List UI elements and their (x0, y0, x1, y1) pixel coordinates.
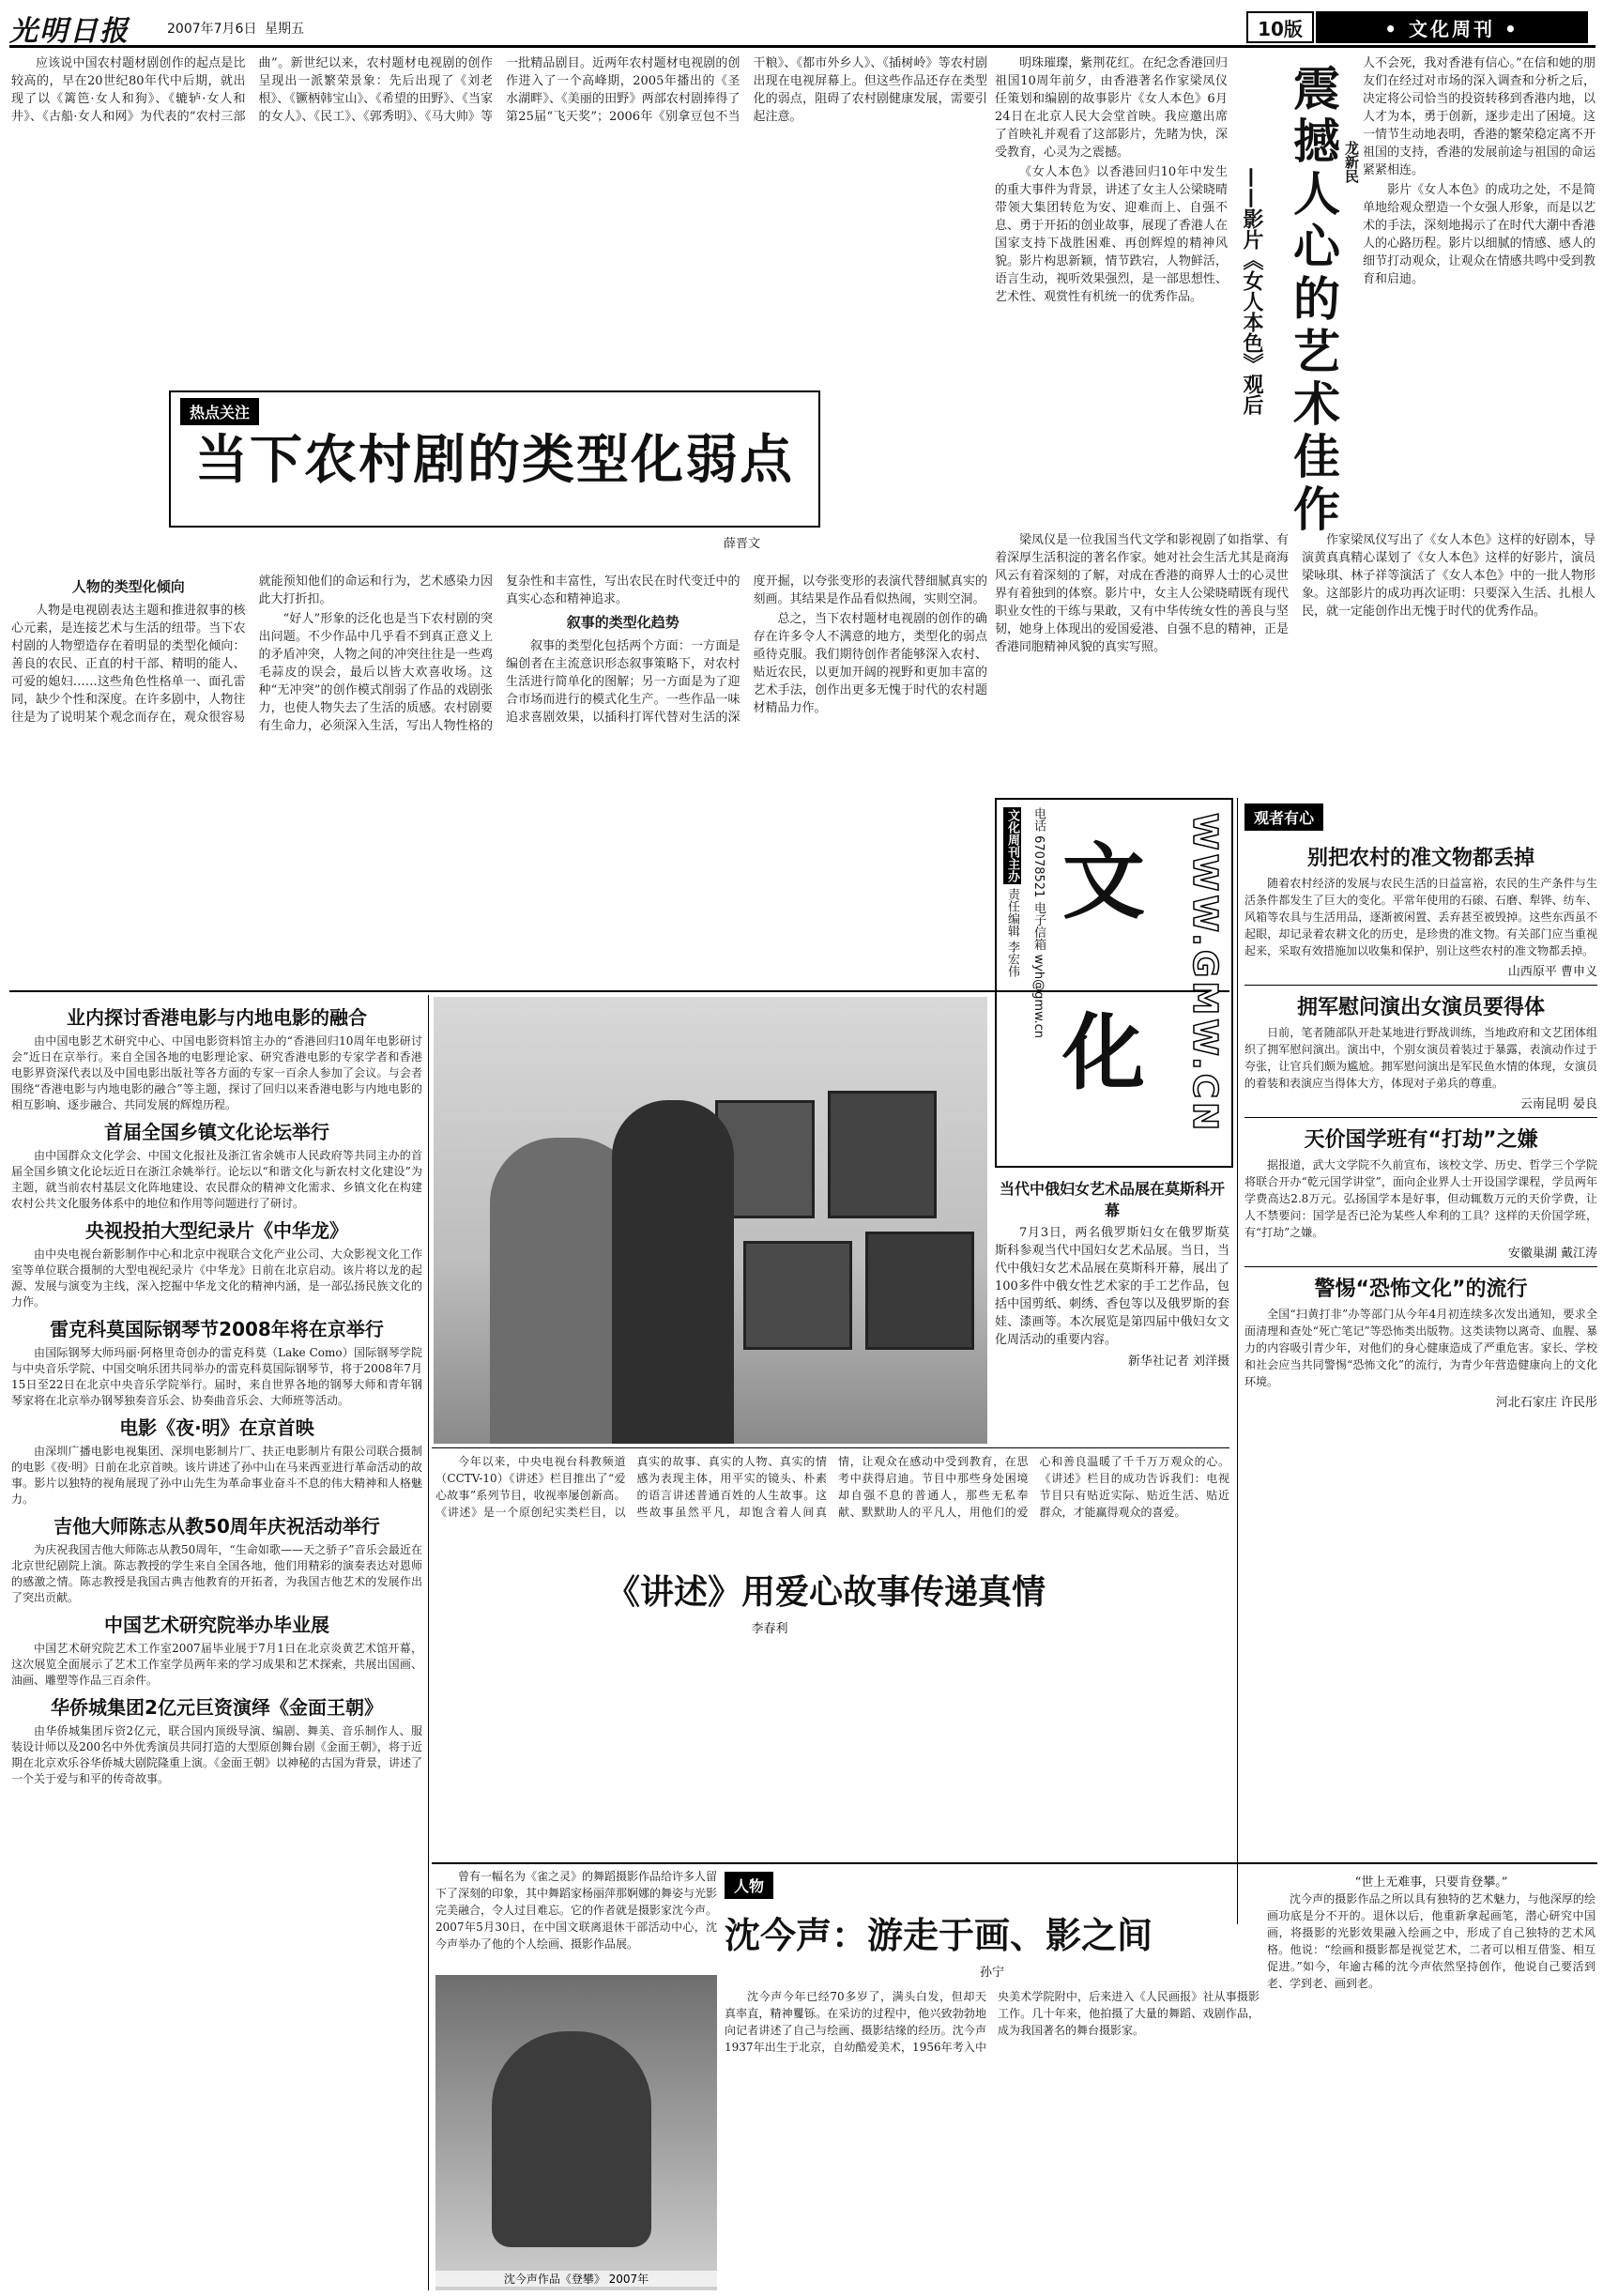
artwork-frame-3 (743, 1241, 852, 1350)
masthead-rule (9, 45, 1595, 48)
profile-col-1 (435, 1868, 717, 1971)
visitor-figure-2 (612, 1100, 734, 1444)
feature-tag: 热点关注 (180, 398, 259, 425)
news-4-title: 雷克科莫国际钢琴节2008年将在京举行 (50, 1318, 384, 1340)
editorial-website: WWW.GMW.CN (1185, 813, 1224, 1135)
news-8-title: 华侨城集团2亿元巨资演绎《金面王朝》 (51, 1696, 383, 1719)
tv-author: 李春利 (751, 1622, 788, 1636)
news-3-title: 央视投拍大型纪录片《中华龙》 (85, 1219, 348, 1242)
review-col-1 (995, 54, 1228, 524)
editorial-big-char-2: 化 (1062, 1003, 1146, 1101)
editorial-box (995, 798, 1233, 1168)
issue-date: 2007年7月6日 (167, 22, 257, 37)
profile-quote: “世上无难事，只要肯登攀。” (1354, 1875, 1508, 1890)
feature-intro-text: 应该说中国农村题材剧创作的起点是比较高的，早在20世纪80年代中后期，就出现了以《篱笆·女人和狗》、《辘轳·女人和井》、《古船·女人和网》为代表的“农村三部曲”。新世纪以来，农村题材电视剧的创作呈现出一派繁荣景象：先后出现了《刘老根》、《镢柄韩宝山》、《希望的田野》、《当家的女人》、《民工》、《郭秀明》、《马大帅》等一批精品剧目。近两年农村题材电视剧的创作进入了一个高峰期，2005年播出的《圣水湖畔》、《美丽的田野》两部农村剧捧得了第25届“飞天奖”；2006年《别拿豆包不当干粮》、《都市外乡人》、《插树岭》等农村剧出现在电视屏幕上。但这些作品还存在类型化的弱点，阻碍了农村剧健康发展，需要引起注意。 (11, 56, 987, 124)
issue-weekday: 星期五 (265, 22, 304, 37)
news-item-1 (11, 1003, 422, 1113)
photo-credit: 新华社记者 刘洋摄 (1127, 1355, 1229, 1369)
profile-body-1: 曾有一幅名为《雀之灵》的舞蹈摄影作品给许多人留下了深刻的印象，其中舞蹈家杨丽萍那婀娜的舞姿与光影完美融合，令人过目难忘。它的作者就是摄影家沈今声。2007年5月30日，在中国文联离退休干部活动中心，沈今声举办了他的个人绘画、摄影作品展。 (435, 1870, 717, 1951)
feature-sub-heading-1: 人物的类型化倾向 (71, 578, 185, 595)
profile-body-3: 沈今声的摄影作品之所以具有独特的艺术魅力，与他深厚的绘画功底是分不开的。退休以后，他重新拿起画笔，潜心研究中国画，将摄影的光影效果融入绘画之中，形成了自己独特的艺术风格。他说：“绘画和摄影都是视觉艺术，二者可以相互借鉴、相互促进。”如今，年逾古稀的沈今声依然坚持创作，他说自己要活到老、学到老、画到老。 (1267, 1892, 1595, 1990)
news-6-title: 吉他大师陈志从教50周年庆祝活动举行 (53, 1515, 380, 1538)
editorial-editor: 责任编辑 李宏伟 (1005, 888, 1019, 978)
news-7-body: 中国艺术研究院艺术工作室2007届毕业展于7月1日在北京炎黄艺术馆开幕，这次展览全面展示了艺术工作室学员两年来的学习成果和艺术探索，共展出国画、油画、雕塑等作品三百余件。 (11, 1642, 422, 1687)
feature-body-4: 总之，当下农村题材电视剧的创作的确存在许多令人不满意的地方，类型化的弱点亟待克服。我们期待创作者能够深入农村、贴近农民，以更加开阔的视野和更加丰富的艺术手法，创作出更多无愧于时代的农村题材精品力作。 (753, 612, 987, 715)
news-7-title: 中国艺术研究院举办毕业展 (104, 1614, 329, 1636)
editorial-column-name: 文化周刊主办 (1005, 809, 1019, 882)
editorial-email: 电子信箱 wyh@gmw.cn (1031, 901, 1046, 1039)
news-column (11, 999, 422, 2290)
review-author: 龙新民 (1343, 141, 1360, 183)
news-1-title: 业内探讨香港电影与内地电影的融合 (67, 1006, 367, 1029)
profile-photo (435, 1975, 717, 2290)
photo-caption-body: 7月3日，两名俄罗斯妇女在俄罗斯莫斯科参观当代中国妇女艺术品展。当日，当代中俄妇女艺术品展在莫斯科开幕，展出了100多件中俄女性艺术家的手工艺作品，包括中国剪纸、刺绣、香包等以及俄罗斯的套娃、漆画等。本次展览是第四届中俄妇女文化周活动的重要内容。 (995, 1226, 1229, 1347)
review-body-3: 梁凤仪是一位我国当代文学和影视剧了如指掌、有着深厚生活积淀的著名作家。她对社会生活尤其是商海风云有着深刻的了解，对成在香港的商界人士的心灵世界有着独到的体察。影片中，女主人公梁晓晴既有现代职业女性的干练与果敢，又有中华传统女性的善良与坚韧，她身上体现出的爱国爱港、自强不息的精神，正是香港同胞精神风貌的真实写照。 (995, 533, 1289, 654)
profile-col-mid (725, 1988, 1260, 2290)
newspaper-logo: 光明日报 (9, 15, 130, 47)
news-8-body: 由华侨城集团斥资2亿元，联合国内顶级导演、编剧、舞美、音乐制作人、服装设计师以及200名中外优秀演员共同打造的大型原创舞台剧《金面王朝》，将于近期在北京欢乐谷华侨城大剧院隆重上演。《金面王朝》以神秘的古国为背景，讲述了一个关于爱与和平的传奇故事。 (11, 1724, 422, 1785)
news-item-2 (11, 1117, 422, 1212)
feature-body-1: 人物是电视剧表达主题和推进叙事的核心元素，是连接艺术与生活的纽带。当下农村剧的人物塑造存在着明显的类型化倾向：善良的农民、正直的村干部、精明的能人、可爱的媳妇……这些角色性格单一、面孔雷同，缺少个性和深度。在许多剧中，人物往往是为了说明某个观念而存在，观众很容易就能预知他们的命运和行为，艺术感染力因此大打折扣。 (11, 574, 493, 725)
profile-photo-caption: 沈今声作品《登攀》 2007年 (435, 2271, 717, 2287)
reader-corner (1244, 804, 1597, 1926)
news-item-8 (11, 1692, 422, 1787)
news-item-4 (11, 1314, 422, 1409)
profile-col-2 (1267, 1890, 1595, 2290)
editorial-big-char-1: 文 (1062, 833, 1146, 930)
reader-item3-author: 安徽巢湖 戴江涛 (1507, 1247, 1597, 1261)
editorial-contact (1029, 807, 1047, 1155)
reader-item3-body: 据报道，武大文学院不久前宣布，该校文学、历史、哲学三个学院将联合开办“乾元国学讲堂”，面向企业界人士开设国学课程，学员两年学费高达2.8万元。弘扬国学本是好事，但动辄数万元的天价学费，让人不禁要问：国学是否已沦为某些人牟利的工具？这样的天价国学班，有“打劫”之嫌。 (1244, 1158, 1597, 1239)
feature-author: 薛晋文 (723, 537, 760, 551)
news-4-body: 由国际钢琴大师玛丽·阿格里奇创办的雷克科莫（Lake Como）国际钢琴学院与中央音乐学院、中国交响乐团共同举办的雷克科莫国际钢琴节，将于2008年7月15日至22日在北京中央音乐学院举行。届时，来自世界各地的钢琴大师和青年钢琴家将在北京举办钢琴独奏音乐会、协奏曲音乐会、大师班等活动。 (11, 1346, 422, 1407)
review-body-4: 人不会死，我对香港有信心。”在信和她的朋友们在经过对市场的深入调查和分析之后，决定将公司恰当的投资转移到香港内地，以人才为本，勇于创新，逐步走出了困境。这一情节生动地表明，香港的繁荣稳定离不开祖国的支持，香港的发展前途与祖国的命运紧紧相连。 (1363, 56, 1595, 177)
reader-item2-title: 拥军慰问演出女演员要得体 (1296, 996, 1545, 1019)
photo-caption-block (995, 1173, 1229, 1455)
reader-item4-author: 河北石家庄 许民彤 (1495, 1396, 1597, 1410)
section-name: • 文化周刊 • (1384, 17, 1519, 40)
review-title: 震撼人心的艺术佳作 (1286, 64, 1340, 537)
profile-headline: 沈今声：游走于画、影之间 (725, 1915, 1153, 1956)
news-1-body: 由中国电影艺术研究中心、中国电影资料馆主办的“香港回归10周年电影研讨会”近日在京举行。来自全国各地的电影理论家、研究香港电影的专家学者和香港电影界资深代表以及中国电影出版社等各方面的专家一百余人参加了会议。与会者围绕“香港电影与内地电影的融合”等主题，探讨了回归以来香港电影与内地电影的相互影响、逐步融合、共同发展的辉煌历程。 (11, 1034, 422, 1111)
reader-corner-tag: 观者有心 (1244, 804, 1323, 831)
profile-author: 孙宁 (979, 1966, 1004, 1980)
editorial-info (1002, 807, 1021, 1155)
photo-caption-title: 当代中俄妇女艺术品展在莫斯科开幕 (999, 1180, 1225, 1219)
page-number-box (1246, 11, 1314, 43)
news-column-rule (428, 995, 429, 2290)
feature-headline: 当下农村剧的类型化弱点 (195, 430, 794, 491)
portrait-figure (492, 2031, 651, 2247)
review-lower (995, 531, 1595, 794)
news-2-title: 首届全国乡镇文化论坛举行 (104, 1121, 329, 1143)
reader-item4-title: 警惕“恐怖文化”的流行 (1314, 1278, 1528, 1301)
tv-headline: 《讲述》用爱心故事传递真情 (563, 1566, 1089, 1613)
review-subtitle: ——影片《女人本色》观后 (1240, 167, 1263, 415)
reader-item1-author: 山西原平 曹申义 (1507, 965, 1597, 979)
reader-item2-author: 云南昆明 晏良 (1519, 1097, 1597, 1111)
reader-item3-title: 天价国学班有“打劫”之嫌 (1304, 1128, 1538, 1152)
reader-item4-body: 全国“扫黄打非”办等部门从今年4月初连续多次发出通知，要求全面清理和查处“死亡笔记”等恐怖类出版物。这类读物以离奇、血腥、暴力的内容吸引青少年，对他们的身心健康造成了严重危害。家长、学校和社会应当共同警惕“恐怖文化”的流行，为青少年营造健康向上的文化环境。 (1244, 1308, 1597, 1388)
news-5-body: 由深圳广播电影电视集团、深圳电影制片厂、扶正电影制片有限公司联合摄制的电影《夜·明》日前在北京首映。该片讲述了孙中山在马来西亚进行革命活动的故事。影片以独特的视角展现了孙中山先生为革命事业奋斗不息的伟大精神和人格魅力。 (11, 1445, 422, 1506)
profile-top-rule (432, 1862, 1597, 1864)
news-5-title: 电影《夜·明》在京首映 (119, 1416, 314, 1439)
artwork-frame-4 (865, 1232, 974, 1350)
profile-title-block (725, 1872, 1260, 1984)
feature-body-2: “好人”形象的泛化也是当下农村剧的突出问题。不少作品中几乎看不到真正意义上的矛盾冲突，人物之间的冲突往往是一些鸡毛蒜皮的误会，最后以皆大欢喜收场。这种“无冲突”的创作模式削弱了作品的戏剧张力，也使人物失去了生活的质感。农村剧要有生命力，必须深入生活，写出人物性格的复杂性和丰富性，写出农民在时代变迁中的真实心态和精神追求。 (258, 574, 740, 733)
feature-body (11, 573, 987, 984)
tv-article-top-rule (432, 1447, 1229, 1448)
news-2-body: 由中国群众文化学会、中国文化报社及浙江省余姚市人民政府等共同主办的首届全国乡镇文化论坛近日在浙江余姚举行。论坛以“和谐文化与新农村文化建设”为主题，就当前农村基层文化阵地建设、农民群众的精神文化需求、乡镇文化在构建农村公共文化服务体系中的地位和作用等问题进行了研讨。 (11, 1149, 422, 1210)
review-body-5: 影片《女人本色》的成功之处，不是简单地给观众塑造一个女强人形象，而是以艺术的手法，深刻地揭示了在时代大潮中香港人的心路历程。影片以细腻的情感、感人的细节打动观众，让观众在情感共鸣中受到教育和启迪。 (1363, 183, 1595, 286)
tv-body (435, 1453, 1229, 1857)
news-item-6 (11, 1511, 422, 1606)
feature-sub-heading-2: 叙事的类型化趋势 (566, 614, 679, 631)
reader-item1-body: 随着农村经济的发展与农民生活的日益富裕，农民的生产条件与生活条件都发生了巨大的变化。平常年使用的石磙、石磨、犁铧、纺车、风箱等农具与生活用品，逐渐被闲置、丢弃甚至被毁掉。这些东西虽不起眼，却记录着农耕文化的历史，是珍贵的准文物。有关部门应当重视起来，采取有效措施加以收集和保护，别让这些农村的准文物都丢掉。 (1244, 877, 1597, 957)
section-banner (1316, 11, 1588, 43)
feature-title-box (169, 390, 820, 528)
exhibition-photo (434, 997, 987, 1444)
news-item-3 (11, 1216, 422, 1310)
news-6-body: 为庆祝我国吉他大师陈志从教50周年，“生命如歌——天之骄子”音乐会最近在北京世纪剧院上演。陈志教授的学生来自全国各地，他们用精彩的演奏表达对恩师的感激之情。陈志教授是我国古典吉他教育的开拓者，为我国吉他艺术的发展作出了突出贡献。 (11, 1543, 422, 1604)
review-body-2: 《女人本色》以香港回归10年中发生的重大事件为背景，讲述了女主人公梁晓晴带领大集团转危为安、迎难而上、自强不息、勇于开拓的创业故事，展现了香港人在国家支持下战胜困难、再创辉煌的精神风貌。影片构思新颖，情节跌宕，人物鲜活，语言生动，视听效果强烈，是一部思想性、艺术性、观赏性有机统一的优秀作品。 (995, 165, 1228, 304)
tv-body-text: 今年以来，中央电视台科教频道（CCTV-10）《讲述》栏目推出了“爱心故事”系列节目，收视率屡创新高。《讲述》是一个原创纪实类栏目，以真实的故事、真实的人物、真实的情感为表现主体，用平实的镜头、朴素的语言讲述普通百姓的人生故事。这些故事虽然平凡，却饱含着人间真情，让观众在感动中受到教育，在思考中获得启迪。节目中那些身处困境却自强不息的普通人，那些无私奉献、默默助人的平凡人，用他们的爱心和善良温暖了千千万万观众的心。《讲述》栏目的成功告诉我们：电视节目只有贴近实际、贴近生活、贴近群众，才能赢得观众的喜爱。 (435, 1455, 1229, 1519)
news-3-body: 由中央电视台新影制作中心和北京中视联合文化产业公司、大众影视文化工作室等单位联合摄制的大型电视纪录片《中华龙》日前在北京启动。该片将以龙的起源、发展与演变为主线，深入挖掘中华龙文化的精神内涵，是一部弘扬民族文化的力作。 (11, 1247, 422, 1309)
reader-item1-title: 别把农村的准文物都丢掉 (1306, 847, 1534, 870)
page-number: 10版 (1258, 17, 1303, 40)
profile-body-2: 沈今声今年已经70多岁了，满头白发，但却天真率直，精神矍铄。在采访的过程中，他兴致勃勃地向记者讲述了自己与绘画、摄影结缘的经历。沈今声1937年出生于北京，自幼酷爱美术，1956年考入中央美术学院附中，后来进入《人民画报》社从事摄影工作。几十年来，他拍摄了大量的舞蹈、戏剧作品，成为我国著名的舞台摄影家。 (725, 1990, 1260, 2054)
review-body-1: 明珠璀璨，紫荆花红。在纪念香港回归祖国10周年前夕，由香港著名作家梁凤仪任策划和编剧的故事影片《女人本色》6月24日在北京人民大会堂首映。我应邀出席了首映礼并观看了这部影片，先睹为快，深受教育，心灵为之震撼。 (995, 56, 1228, 160)
news-item-7 (11, 1610, 422, 1689)
masthead (9, 8, 1595, 47)
editorial-phone: 电话 67078521 (1031, 807, 1046, 898)
artwork-frame-2 (828, 1091, 937, 1218)
profile-tag: 人物 (725, 1872, 773, 1899)
review-body-6: 作家梁凤仪写出了《女人本色》这样的好剧本，导演黄真真精心谋划了《女人本色》这样的好影片，演员梁咏琪、林子祥等演活了《女人本色》中的一批人物形象。这部影片的成功再次证明：只要深入生活、扎根人民，就一定能创作出无愧于时代的优秀作品。 (1302, 533, 1595, 619)
feature-body-3: 叙事的类型化包括两个方面：一方面是编创者在主流意识形态叙事策略下，对农村生活进行简单化的图解；另一方面是为了迎合市场而进行的模式化生产。一些作品一味追求喜剧效果，以插科打诨代替对生活的深度开掘，以夸张变形的表演代替细腻真实的刻画。其结果是作品看似热闹，实则空洞。 (506, 574, 987, 725)
reader-item2-body: 日前，笔者随部队开赴某地进行野战训练，当地政府和文艺团体组织了拥军慰问演出。演出中，个别女演员着装过于暴露，表演动作过于夸张，让官兵们颇为尴尬。拥军慰问演出是军民鱼水情的体现，女演员的着装和表演应当得体大方，体现对子弟兵的尊重。 (1244, 1026, 1597, 1090)
news-item-5 (11, 1413, 422, 1508)
reader-corner-rule (1237, 798, 1238, 1924)
